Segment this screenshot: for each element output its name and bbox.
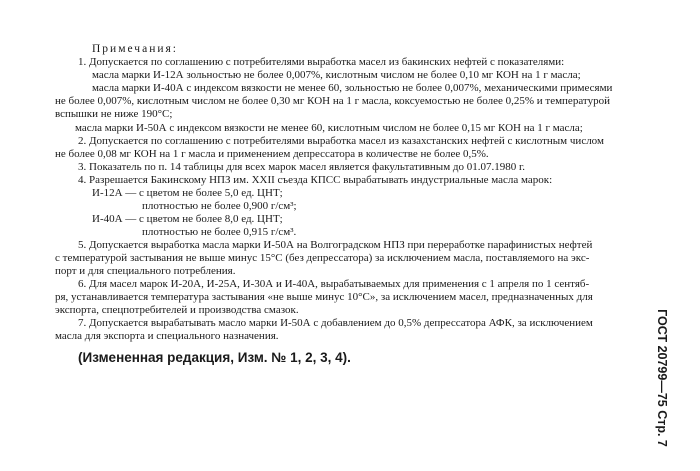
note-4-line-2: И-12А — с цветом не более 5,0 ед. ЦНТ; [92,187,283,199]
note-1-line-3: масла марки И-40А с индексом вязкости не менее 60, зольностью не более 0,007%, механическими примесями [92,82,613,94]
note-2-line-2: не более 0,08 мг КОН на 1 г масла и применением депрессатора в количестве не более 0,5%. [55,148,489,160]
note-5-line-1: 5. Допускается выработка масла марки И-50А на Волгоградском НПЗ при переработке парафинистых нефтей [78,239,593,251]
note-1-line-6: масла марки И-50А с индексом вязкости не менее 60, кислотным числом не более 0,15 мг КОН на 1 г масла; [75,122,583,134]
note-1-line-2: масла марки И-12А зольностью не более 0,007%, кислотным числом не более 0,10 мг КОН на 1 г масла; [92,69,581,81]
side-page-label: ГОСТ 20799—75 Стр. 7 [655,309,669,447]
note-6-line-1: 6. Для масел марок И-20А, И-25А, И-30А и И-40А, вырабатываемых для применения с 1 апреля по 1 сентяб- [78,278,590,290]
amendment-note: (Измененная редакция, Изм. № 1, 2, 3, 4). [78,350,351,365]
note-3-line-1: 3. Показатель по п. 14 таблицы для всех марок масел является факультативным до 01.07.1980 г. [78,161,526,173]
note-1-line-1: 1. Допускается по соглашению с потребителями выработка масел из бакинских нефтей с показателями: [78,56,565,68]
note-4-line-3: плотностью не более 0,900 г/см³; [142,200,297,212]
note-6-line-3: экспорта, спецпотребителей и производства смазок. [55,304,299,316]
note-7-line-1: 7. Допускается вырабатывать масло марки И-50А с добавлением до 0,5% депрессатора АФК, за исключением [78,317,593,329]
note-5-line-3: порт и для специального потребления. [55,265,236,277]
notes-heading: Примечания: [92,43,178,55]
note-4-line-1: 4. Разрешается Бакинскому НПЗ им. XXII съезда КПСС вырабатывать индустриальные масла марок: [78,174,553,186]
note-4-line-4: И-40А — с цветом не более 8,0 ед. ЦНТ; [92,213,283,225]
note-4-line-5: плотностью не более 0,915 г/см³. [142,226,297,238]
note-1-line-5: вспышки не ниже 190°С; [55,108,173,120]
note-5-line-2: с температурой застывания не выше минус 15°С (без депрессатора) за исключением масла, поставляемого на экс- [55,252,590,264]
note-6-line-2: ря, устанавливается температура застывания «не выше минус 10°С», за исключением масел, предназначенных для [55,291,593,303]
note-1-line-4: не более 0,007%, кислотным числом не более 0,30 мг КОН на 1 г масла, коксуемостью не более 0,25% и температурой [55,95,610,107]
note-2-line-1: 2. Допускается по соглашению с потребителями выработка масел из казахстанских нефтей с кислотным числом [78,135,604,147]
note-7-line-2: масла для экспорта и специального назначения. [55,330,279,342]
